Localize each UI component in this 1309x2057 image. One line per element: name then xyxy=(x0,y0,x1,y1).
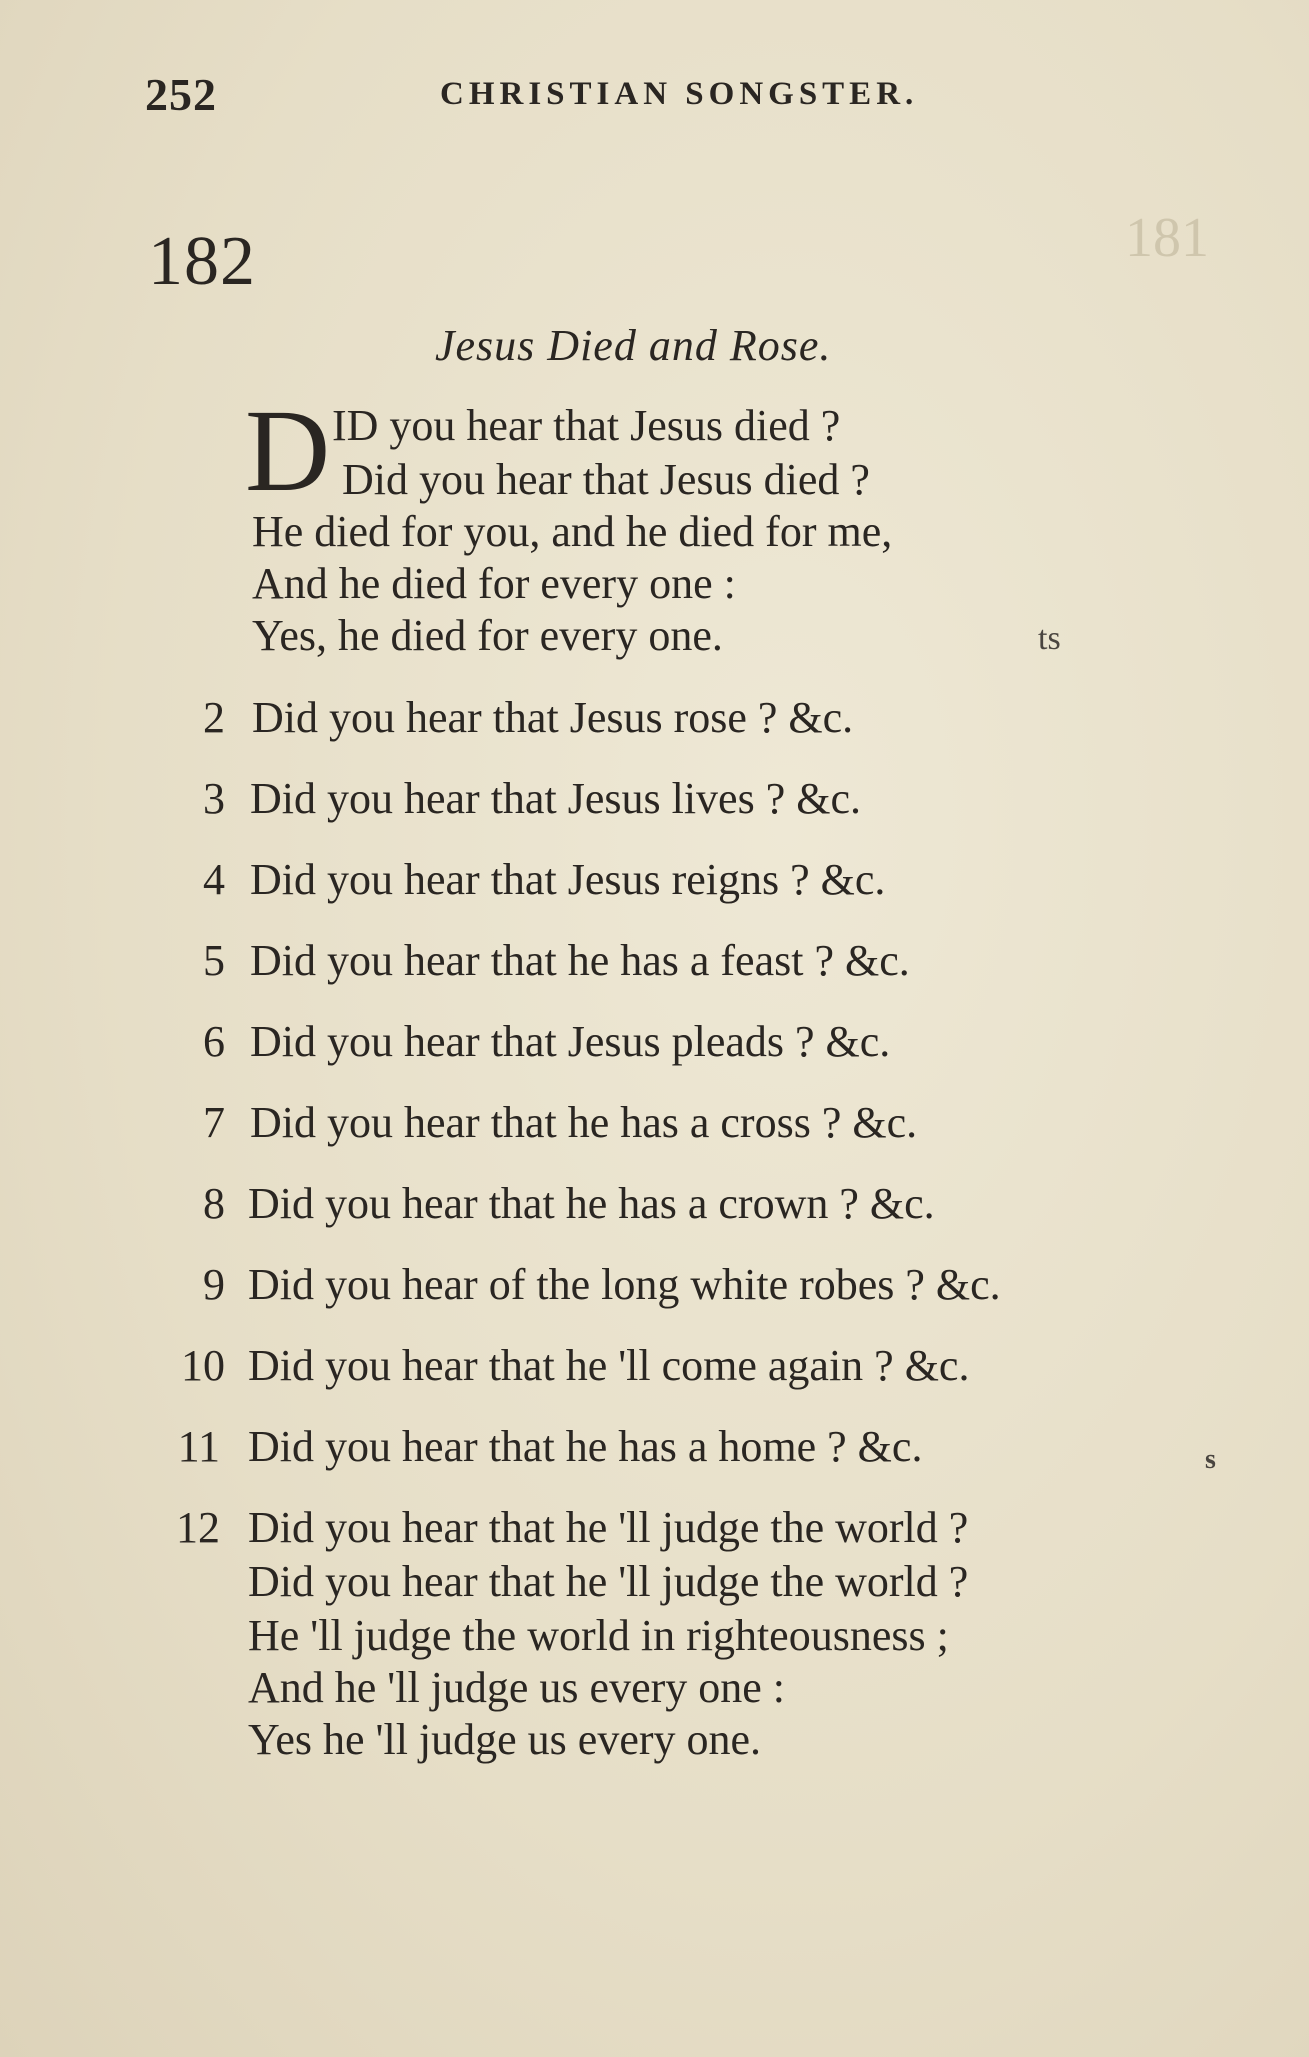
verse-text: Did you hear that Jesus reigns ? &c. xyxy=(250,855,886,904)
page-number: 252 xyxy=(145,69,217,120)
stanza-12-line-5: Yes he 'll judge us every one. xyxy=(248,1715,762,1764)
stanza-12-line-4: And he 'll judge us every one : xyxy=(248,1663,786,1712)
verse-text: Did you hear that he 'll come again ? &c. xyxy=(248,1341,970,1390)
verse-number: 2 xyxy=(203,693,225,742)
verse-text: Did you hear that he has a crown ? &c. xyxy=(248,1179,935,1228)
stanza-1-line-2: Did you hear that Jesus died ? xyxy=(342,455,870,504)
verse-number: 11 xyxy=(177,1422,220,1471)
verse-text: Did you hear that he has a feast ? &c. xyxy=(250,936,910,985)
verse-number: 8 xyxy=(203,1179,225,1228)
faint-bleed-number: 181 xyxy=(1125,207,1209,269)
verse-text: Did you hear that Jesus rose ? &c. xyxy=(252,693,854,742)
stanza-1-line-5: Yes, he died for every one. xyxy=(252,611,723,660)
stanza-12-line-1: Did you hear that he 'll judge the world ? xyxy=(248,1503,969,1552)
verse-text: Did you hear that he has a cross ? &c. xyxy=(250,1098,918,1147)
verse-text: Did you hear of the long white robes ? &c. xyxy=(248,1260,1001,1309)
verse-number: 3 xyxy=(203,774,225,823)
verse-number: 12 xyxy=(176,1503,220,1552)
stanza-1-line-4: And he died for every one : xyxy=(252,559,736,608)
hymn-title: Jesus Died and Rose. xyxy=(435,321,832,370)
hymn-number: 182 xyxy=(148,223,256,300)
stanza-1-line-3: He died for you, and he died for me, xyxy=(252,507,893,556)
stanza-12-line-3: He 'll judge the world in righteousness ; xyxy=(248,1611,949,1660)
stray-mark: s xyxy=(1205,1444,1216,1475)
verse-text: Did you hear that he has a home ? &c. xyxy=(248,1422,923,1471)
verse-number: 9 xyxy=(203,1260,225,1309)
verse-text: Did you hear that Jesus pleads ? &c. xyxy=(250,1017,891,1066)
stanza-12-line-2: Did you hear that he 'll judge the world ? xyxy=(248,1557,969,1606)
stray-mark: ts xyxy=(1038,620,1061,657)
verse-number: 6 xyxy=(203,1017,225,1066)
verse-number: 10 xyxy=(181,1341,225,1390)
verse-number: 4 xyxy=(203,855,225,904)
stanza-1-line-1: ID you hear that Jesus died ? xyxy=(332,401,841,450)
verse-number: 7 xyxy=(203,1098,225,1147)
running-head: CHRISTIAN SONGSTER. xyxy=(440,76,919,112)
drop-cap: D xyxy=(245,385,331,516)
verse-number: 5 xyxy=(203,936,225,985)
verse-text: Did you hear that Jesus lives ? &c. xyxy=(250,774,861,823)
